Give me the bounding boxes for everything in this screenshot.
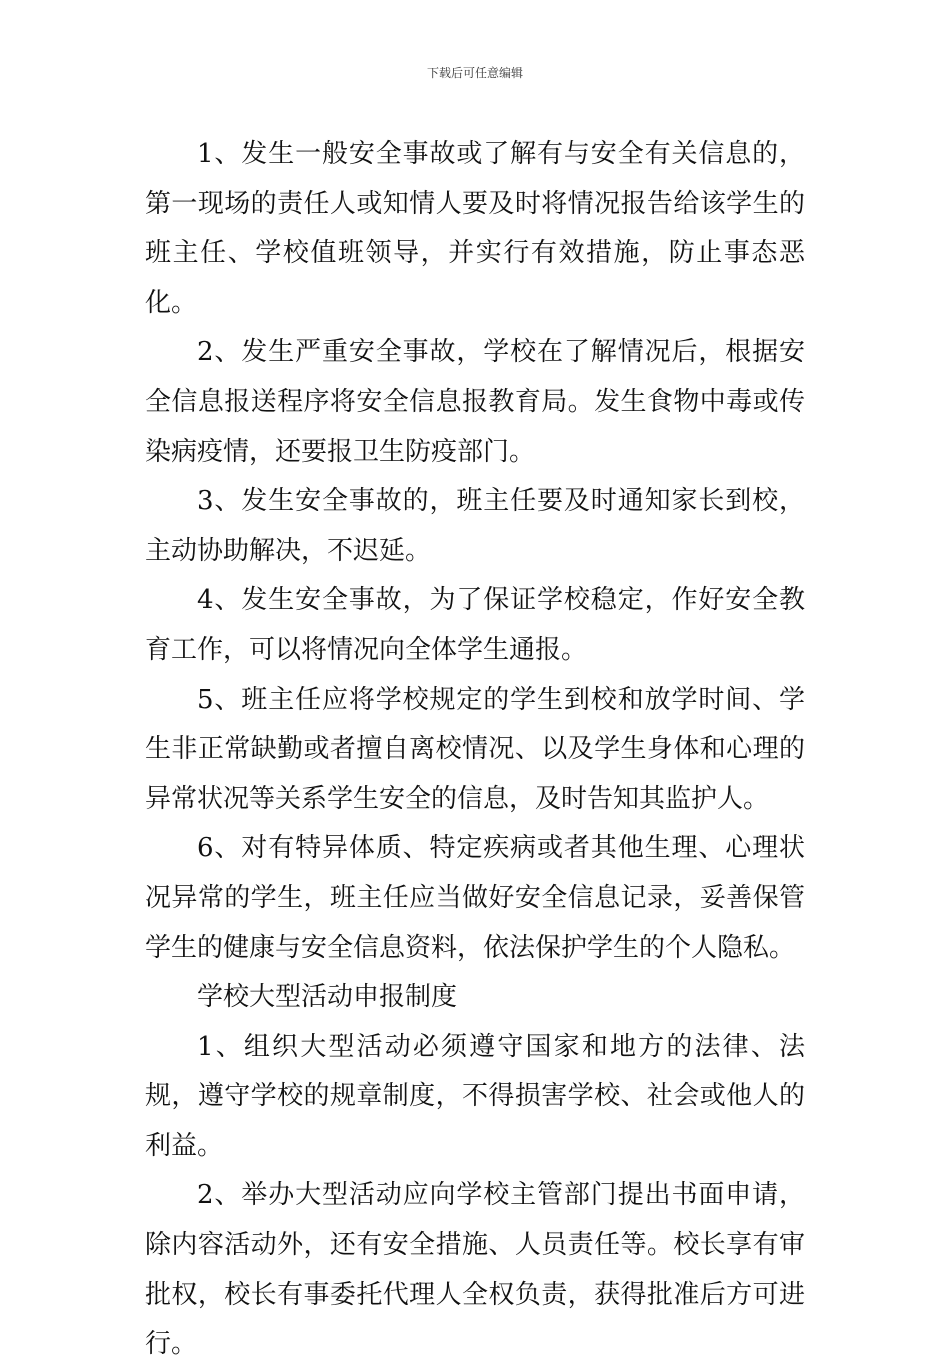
page-header: 下载后可任意编辑 — [426, 66, 523, 80]
paragraph-safety-2: 2、发生严重安全事故，学校在了解情况后，根据安全信息报送程序将安全信息报教育局。发生食物中毒或传染病疫情，还要报卫生防疫部门。 — [145, 337, 805, 467]
paragraph-safety-6: 6、对有特异体质、特定疾病或者其他生理、心理状况异常的学生，班主任应当做好安全信息记录，妥善保管学生的健康与安全信息资料，依法保护学生的个人隐私。 — [145, 833, 805, 963]
paragraph-safety-1: 1、发生一般安全事故或了解有与安全有关信息的，第一现场的责任人或知情人要及时将情况报告给该学生的班主任、学校值班领导，并实行有效措施，防止事态恶化。 — [145, 139, 805, 318]
paragraph-safety-4: 4、发生安全事故，为了保证学校稳定，作好安全教育工作，可以将情况向全体学生通报。 — [145, 585, 805, 665]
paragraph-safety-5: 5、班主任应将学校规定的学生到校和放学时间、学生非正常缺勤或者擅自离校情况、以及学生身体和心理的异常状况等关系学生安全的信息，及时告知其监护人。 — [145, 684, 805, 814]
paragraph-safety-3: 3、发生安全事故的，班主任要及时通知家长到校，主动协助解决，不迟延。 — [145, 486, 805, 566]
paragraph-activity-2: 2、举办大型活动应向学校主管部门提出书面申请，除内容活动外，还有安全措施、人员责任等。校长享有审批权，校长有事委托代理人全权负责，获得批准后方可进行。 — [145, 1180, 805, 1360]
document-body — [145, 130, 805, 1370]
section-heading: 学校大型活动申报制度 — [197, 982, 458, 1013]
paragraph-activity-1: 1、组织大型活动必须遵守国家和地方的法律、法规，遵守学校的规章制度，不得损害学校、社会或他人的利益。 — [145, 1031, 805, 1161]
